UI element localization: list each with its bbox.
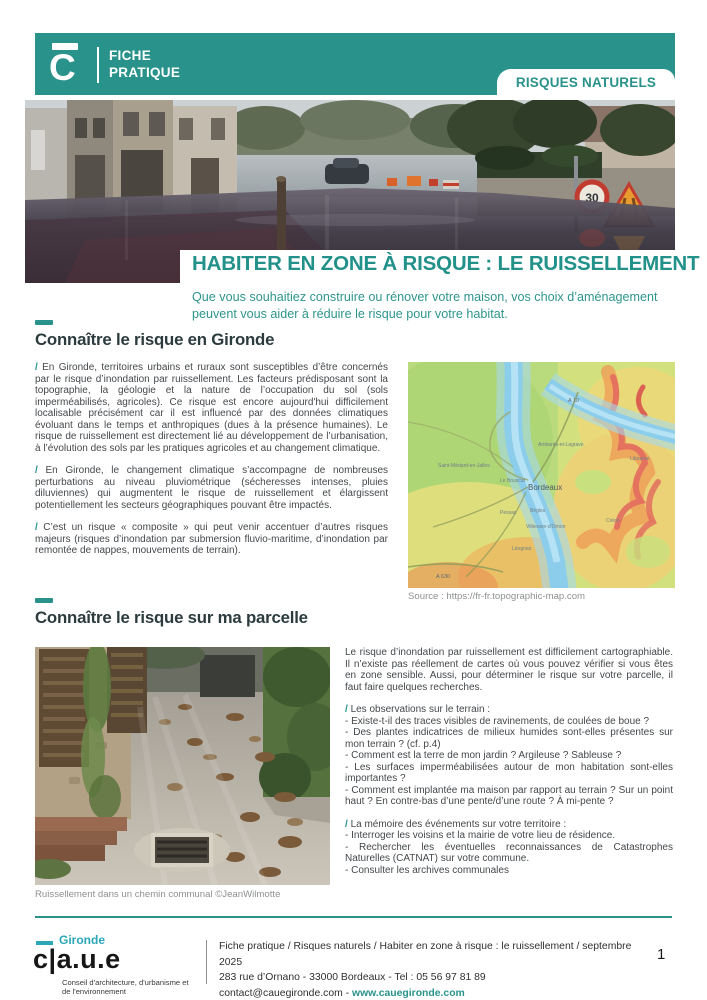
map-label-pessac: Pessac [500,510,517,516]
logo-letter: C [49,47,76,88]
list-marker: / [345,818,348,830]
category-tab-label: RISQUES NATURELS [515,74,657,90]
speed-limit-sign-text: 30 [585,191,599,205]
footer-divider [206,940,207,984]
logo-separator [97,47,99,83]
map-label-a630: A 630 [436,574,451,580]
spacer [345,808,673,819]
list-marker: / [345,704,348,715]
list-title [345,704,673,716]
kicker-line1: FICHE [109,48,151,63]
list-item: - Des plantes indicatrices de milieux humides sont-elles présentes sur mon terrain ? (cf. p.4) [345,727,673,750]
footer-brand-tagline: Conseil d'architecture, d'urbanisme et de l'environnement [62,978,189,996]
map-label-stmedard: Saint-Médard-en-Jalles [438,463,490,469]
paragraph [35,362,388,454]
list-item: - Interroger les voisins et la mairie de votre lieu de résidence. [345,830,616,841]
page-title: HABITER EN ZONE À RISQUE : LE RUISSELLEMENT [192,252,700,275]
observations-block [345,704,673,808]
footer-brand-region: Gironde [59,933,106,947]
section-dash-icon [35,598,53,603]
list-item: - Consulter les archives communales [345,864,509,876]
footer-website-link[interactable]: www.cauegironde.com [352,987,465,999]
paragraph-text: C’est un risque « composite » qui peut venir accentuer d’autres risques majeurs (risques d’inondation par submersion fluvio-maritime, d’inondation par remontée de nappes, mouvements de terrain). [35,522,388,556]
paragraph-marker: / [35,362,38,373]
header-banner [35,33,675,95]
list-item: - Rechercher les éventuelles reconnaissances de Catastrophes Naturelles (CATNAT) sur votre commune. [345,841,673,864]
page-number: 1 [657,946,666,963]
memoire-block [345,819,673,877]
list-title-text: Les observations sur le terrain : [350,704,491,715]
category-tab [497,69,675,95]
section-gironde-heading: Connaître le risque en Gironde [35,330,275,349]
map-label-libourne: Libourne [630,456,650,462]
map-label-creon: Créon [606,518,620,524]
runoff-lane-illustration [35,647,330,885]
list-item: - Les surfaces imperméabilisées autour de mon habitation sont-elles importantes ? [345,761,673,784]
map-label-a10: A 10 [568,398,580,404]
list-item: - Comment est la terre de mon jardin ? Argileuse ? Sableuse ? [345,750,622,761]
kicker-line2: PRATIQUE [109,64,181,80]
photo-caption: Ruissellement dans un chemin communal ©JeanWilmotte [35,889,281,900]
paragraph-text: En Gironde, territoires urbains et ruraux sont susceptibles d’être concernés par le risque d’inondation par ruissellement. Les facteurs prédisposant sont la topographie, la géologie et la nature de l’occupation du sol (sols imperméabilisés, agricoles). Ce risque est encore aujourd'hui difficilement localisable précisément car il est influencé par des données climatiques évoluant dans le temps et anthropiques (dues à la présence humaines). Le risque de ruissellement est directement lié au développement de l’urbanisation, à l’évolution des sols par les pratiques agricoles et au changement climatique. [35,362,388,454]
caue-logo-icon [49,41,89,89]
paragraph-marker: / [35,465,38,476]
topographic-map [408,362,675,588]
footer-email: contact@cauegironde.com [219,987,343,999]
section-gironde-text-column [35,362,388,568]
footer-line1: Fiche pratique / Risques naturels / Habiter en zone à risque : le ruissellement / septembre 2025 [219,941,632,968]
map-label-begles: Bègles [530,508,546,514]
page-subtitle: Que vous souhaitiez construire ou rénover votre maison, vos choix d’aménagement peuvent vous aider à réduire le risque pour votre habitat. [192,290,658,321]
header-kicker [109,48,180,81]
runoff-lane-photo [35,647,330,885]
paragraph: Le risque d’inondation par ruissellement est difficilement cartographiable. Il n’existe pas réellement de cartes où vous pouvez vérifier si vous êtes en zone sensible. Aussi, pour déterminer le risque sur votre parcelle, il faut faire quelques recherches. [345,647,673,693]
section-parcelle-text-column [345,647,673,876]
footer-separator: - [342,987,352,999]
topographic-map-illustration [408,362,675,588]
list-item: - Comment est implantée ma maison par rapport au terrain ? Sur un point haut ? En contre-bas d’une pente/d’une route ? À mi-pente ? [345,784,673,807]
map-label-bouscat: Le Bouscat [500,478,526,484]
section-dash-icon [35,320,53,325]
paragraph [35,465,388,511]
paragraph-marker: / [35,522,38,533]
map-label-villenave: Villenave-d'Ornon [526,524,566,530]
footer-rule [35,916,672,918]
footer-line3 [219,986,649,1000]
footer-brand-logo: c|a.u.e [33,944,121,974]
map-label-ambares: Ambarès-et-Lagrave [538,442,584,448]
list-item: - Existe-t-il des traces visibles de ravinements, de coulées de boue ? [345,715,650,727]
map-label-bordeaux: Bordeaux [528,483,563,492]
footer-line2: 283 rue d’Ornano - 33000 Bordeaux - Tel : 05 56 97 81 89 [219,972,486,983]
paragraph-text: En Gironde, le changement climatique s’accompagne de nombreuses perturbations au niveau pluviométrique (sécheresses intenses, pluies diluviennes) qui augmentent le risque de ruissellement et élargissent potentiellement les secteurs géographiques pouvant être impactés. [35,465,389,511]
list-title-text: La mémoire des événements sur votre territoire : [350,818,567,830]
footer-text [219,939,649,1000]
paragraph [35,522,388,557]
map-label-leognan: Léognan [512,546,532,552]
list-title [345,819,673,831]
map-source-caption: Source : https://fr-fr.topographic-map.com [408,591,586,602]
section-parcelle-heading: Connaître le risque sur ma parcelle [35,608,308,627]
